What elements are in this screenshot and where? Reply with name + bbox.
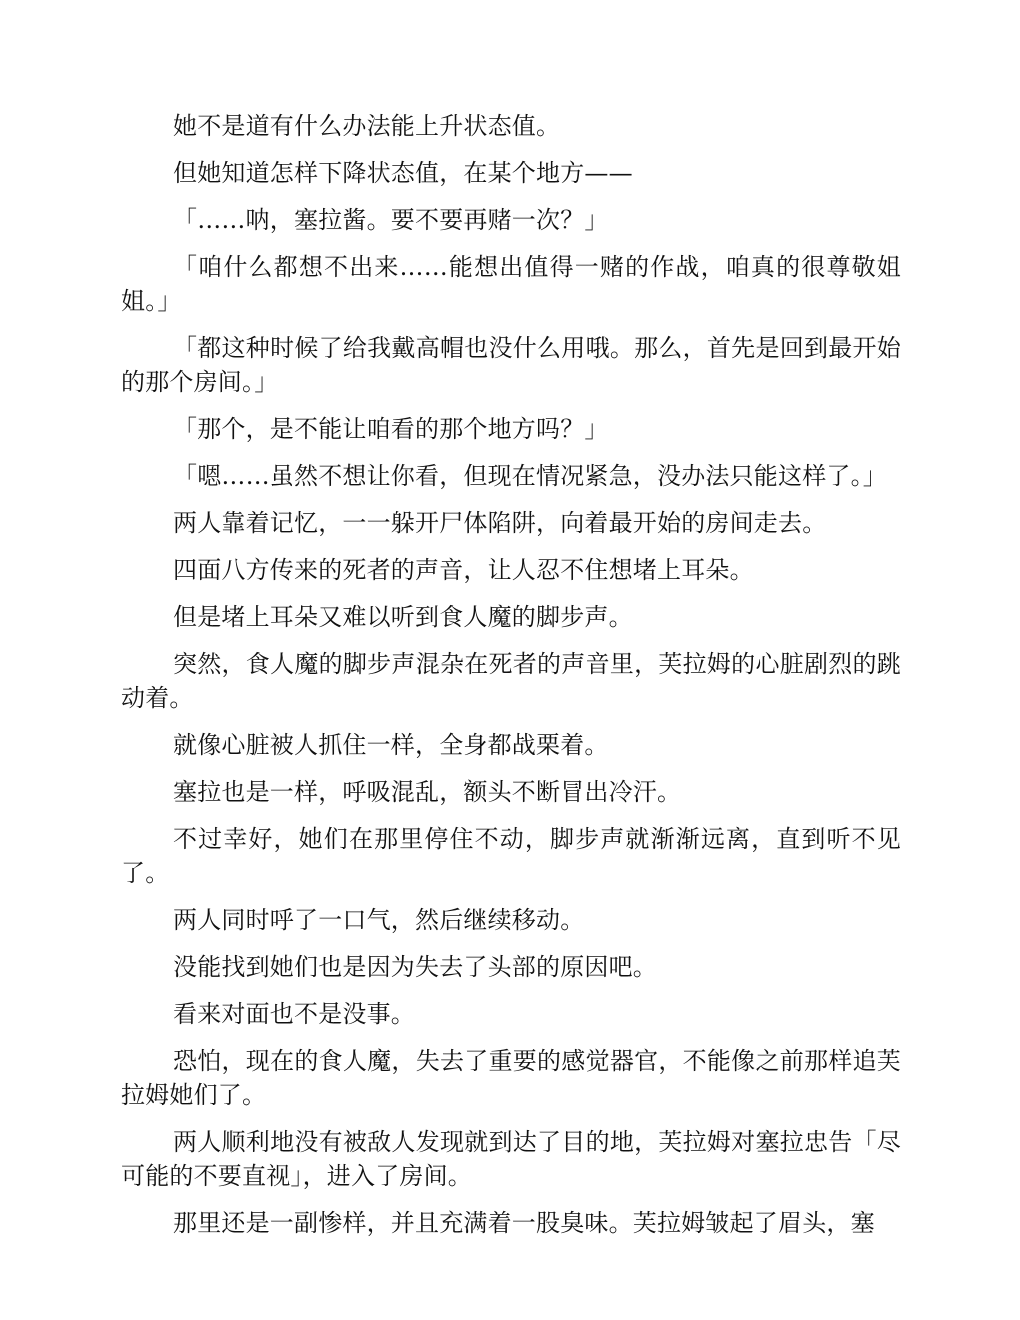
paragraph: 「那个，是不能让咱看的那个地方吗？」 (173, 415, 609, 443)
paragraph: 四面八方传来的死者的声音，让人忍不住想堵上耳朵。 (173, 556, 754, 584)
paragraph: 突然，食人魔的脚步声混杂在死者的声音里，芙拉姆的心脏剧烈的跳动着。 (121, 650, 901, 712)
paragraph: 两人同时呼了一口气，然后继续移动。 (173, 906, 585, 934)
paragraph: 「咱什么都想不出来……能想出值得一赌的作战，咱真的很尊敬姐姐。」 (121, 253, 901, 315)
paragraph: 但是堵上耳朵又难以听到食人魔的脚步声。 (173, 603, 633, 631)
paragraph: 就像心脏被人抓住一样，全身都战栗着。 (173, 731, 609, 759)
paragraph: 但她知道怎样下降状态值，在某个地方—— (173, 159, 633, 187)
paragraph: 「嗯……虽然不想让你看，但现在情况紧急，没办法只能这样了。」 (173, 462, 887, 490)
paragraph: 两人顺利地没有被敌人发现就到达了目的地，芙拉姆对塞拉忠告「尽可能的不要直视」，进入了房间。 (121, 1128, 901, 1190)
paragraph: 两人靠着记忆，一一躲开尸体陷阱，向着最开始的房间走去。 (173, 509, 827, 537)
body-text (121, 109, 901, 1253)
paragraph: 塞拉也是一样，呼吸混乱，额头不断冒出冷汗。 (173, 778, 682, 806)
paragraph: 恐怕，现在的食人魔，失去了重要的感觉器官，不能像之前那样追芙拉姆她们了。 (121, 1047, 901, 1109)
paragraph: 「都这种时候了给我戴高帽也没什么用哦。那么，首先是回到最开始的那个房间。」 (121, 334, 901, 396)
paragraph: 那里还是一副惨样，并且充满着一股臭味。芙拉姆皱起了眉头，塞 (173, 1209, 875, 1237)
paragraph: 「……呐，塞拉酱。要不要再赌一次？」 (173, 206, 609, 234)
paragraph: 不过幸好，她们在那里停住不动，脚步声就渐渐远离，直到听不见了。 (121, 825, 901, 887)
paragraph: 她不是道有什么办法能上升状态值。 (173, 112, 561, 140)
paragraph: 看来对面也不是没事。 (173, 1000, 415, 1028)
paragraph: 没能找到她们也是因为失去了头部的原因吧。 (173, 953, 657, 981)
